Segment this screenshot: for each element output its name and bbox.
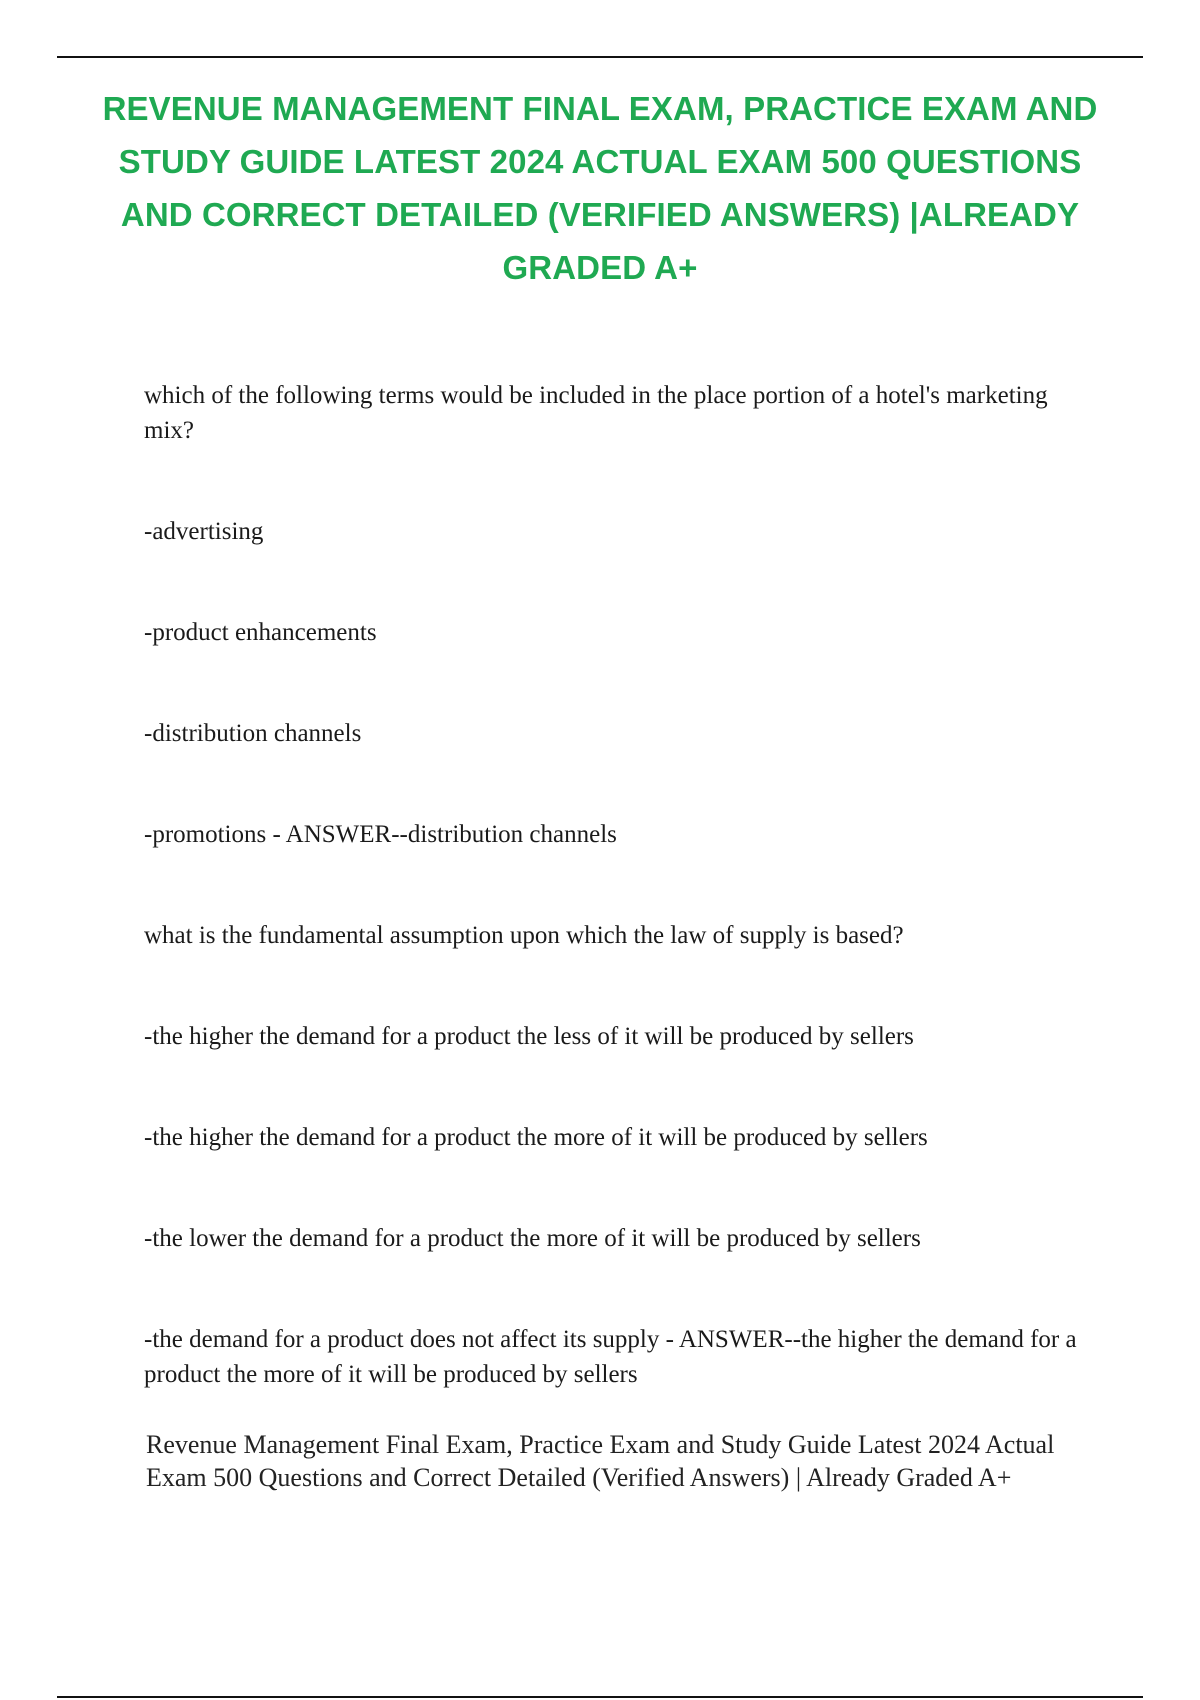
bottom-rule (57, 1696, 1143, 1698)
question-1-text: which of the following terms would be included in the place portion of a hotel's marketing mix? (144, 382, 1048, 444)
question-1-option-advertising: -advertising (144, 518, 264, 545)
question-2-option-4-answer: -the demand for a product does not affect its supply - ANSWER--the higher the demand for a product the more of it will be produced by sellers (144, 1326, 1077, 1388)
question-1-option-distribution-channels: -distribution channels (144, 720, 362, 747)
question-1-option-product-enhancements: -product enhancements (144, 619, 377, 646)
document-body (144, 378, 1084, 1392)
question-2-option-2: -the higher the demand for a product the more of it will be produced by sellers (144, 1124, 928, 1151)
question-1-option-promotions-answer: -promotions - ANSWER--distribution channels (144, 821, 617, 848)
question-2-text: what is the fundamental assumption upon which the law of supply is based? (144, 922, 904, 949)
question-2-option-3: -the lower the demand for a product the more of it will be produced by sellers (144, 1225, 921, 1252)
question-2-option-1: -the higher the demand for a product the less of it will be produced by sellers (144, 1023, 914, 1050)
page-footer: Revenue Management Final Exam, Practice Exam and Study Guide Latest 2024 Actual Exam 500 Questions and Correct Detailed (Verified Answers) | Already Graded A+ (146, 1430, 1055, 1492)
top-rule (57, 56, 1143, 58)
document-title: REVENUE MANAGEMENT FINAL EXAM, PRACTICE EXAM AND STUDY GUIDE LATEST 2024 ACTUAL EXAM 500 QUESTIONS AND CORRECT DETAILED (VERIFIED ANSWERS) |ALREADY GRADED A+ (102, 90, 1098, 286)
